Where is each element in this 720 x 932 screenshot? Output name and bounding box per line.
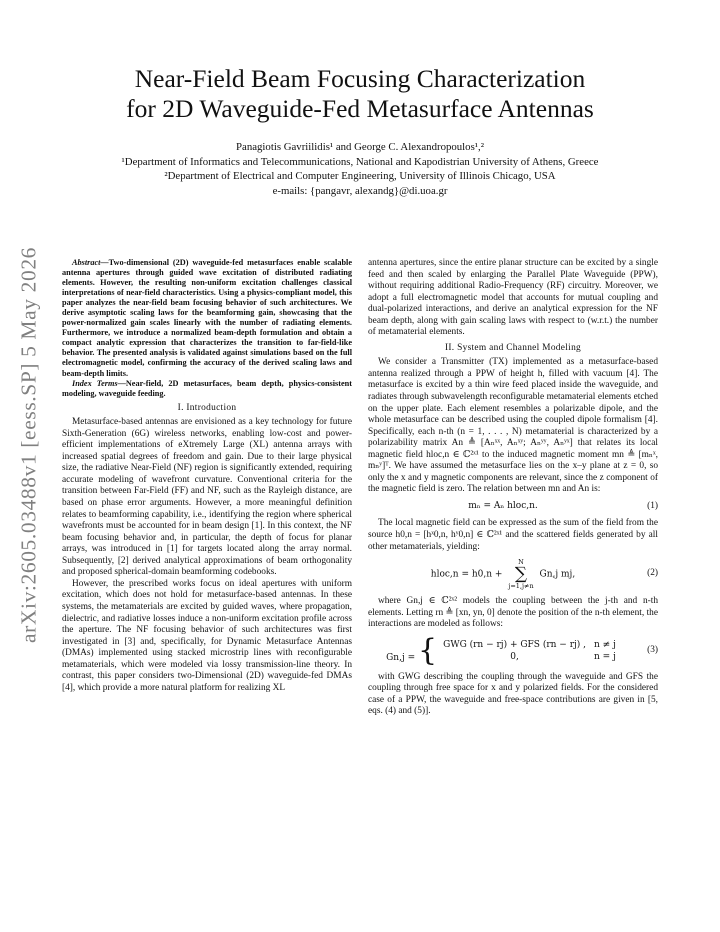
model-paragraph-2: The local magnetic field can be expressed as the sum of the field from the source h0,n = [hˣ0,n, hʸ0,n] ∈ ℂ²ˣ¹ and the scattered fields generated by all other metamaterials, yielding:: [368, 518, 658, 552]
equation-2-lhs: hloc,n = h0,n +: [430, 569, 503, 580]
model-p1-part-c: An ≜ [Aₙˣˣ, Aₙˣʸ; Aₙʸʸ, Aₙʸˣ] that relates its local magnetic field hloc,n ∈ ℂ²ˣ¹ to the induced magnetic moment mn ≜ [mₙˣ, mₙʸ]ᵀ. We have assumed the metasurface lies on the x–y plane at z = 0, so only the x and y magnetic components are relevant, since the z component of the magnetic field is zero. The relation between mn and An is:: [368, 438, 658, 495]
case-2-condition: n = j: [594, 651, 616, 662]
case-1-condition: n ≠ j: [594, 639, 616, 650]
index-terms-label: Index Terms—: [72, 378, 126, 388]
intro-paragraph-2: However, the prescribed works focus on ideal apertures with uniform excitation, which does not hold for metasurface-based antennas. In these systems, the metamaterials are excited by guided waves, where propagation, dielectric, and radiative losses induce a non-uniform excitation profile across the aperture. The NF focusing behavior of such architectures was first investigated in [3] and, specifically, for Dynamic Metasurface Antennas (DMAs) implemented using stacked microstrip lines with reconfigurable metamaterials, which were modeled via lossy transmission-line theory. In contrast, this paper considers two-Dimensional (2D) waveguide-fed DMAs [4], which provide a more natural platform for realizing XL: [62, 578, 352, 693]
equation-2-body: [368, 558, 638, 590]
abstract-text: Two-dimensional (2D) waveguide-fed metasurfaces enable scalable antenna apertures through guided wave excitation of distributed radiating elements. However, the resulting non-uniform excitation challenges classical interpretations of near-field characteristics. Using a physics-compliant model, this paper analyzes the near-field beam focusing behavior of such architectures. We derive asymptotic scaling laws for the beamforming gain, showcasing that the power-normalized gain scales linearly with the number of radiating elements. Furthermore, we introduce a normalized beam-depth formulation and obtain a compact analytic expression that characterizes the transition to far-field-like behavior. The presented analysis is validated against simulations based on the full electromagnetic model, confirming the accuracy of the derived scaling laws and beam-depth limits.: [62, 258, 352, 378]
paper-title: [60, 64, 660, 124]
equation-2-number: (2): [647, 568, 658, 579]
abstract-label: Abstract—: [72, 258, 109, 267]
title-line-1: Near-Field Beam Focusing Characterization: [134, 64, 586, 93]
sum-lower-limit: j=1,j≠n: [508, 582, 534, 591]
equation-3-lhs: Gn,j =: [386, 652, 416, 663]
abstract: [62, 258, 352, 399]
equation-2-rhs: Gn,j mj,: [539, 569, 576, 580]
index-terms: Near-field, 2D metasurfaces, beam depth, physics-consistent modeling, waveguide feeding.: [62, 378, 352, 398]
intro-paragraph-3: antenna apertures, since the entire planar structure can be excited by a single feed and then scaled by enlarging the Parallel Plate Waveguide (PPW), without requiring additional Radio-Frequency (RF) circuitry. Moreover, we adopt a full electromagnetic model that accounts for mutual coupling and dual-polarized interactions, and derive an analytical expression for the NF beam depth, along with gain scaling laws with respect to (w.r.t.) the number of metamaterial elements.: [368, 258, 658, 338]
equation-1: [368, 501, 658, 513]
equation-3-body: [368, 632, 638, 668]
left-column: [62, 258, 352, 694]
model-p1-part-b: h, filled with vacuum [4]. The metasurface is excited by a thin wire feed placed inside the waveguide, and radiates through subwavelength reconfigurable metamaterial elements etched on the upper plate. Each element resembles a polarizable dipole, and the whole metasurface can be described using the coupled dipole formalism [4]. Specifically, each n-th (n = 1, . . . , N) metamaterial is characterized by a polarizability matrix: [368, 368, 658, 449]
equation-3: [368, 632, 658, 668]
intro-paragraph-1: Metasurface-based antennas are envisioned as a key technology for future Sixth-Generation (6G) wireless networks, enabling low-cost and power-efficient implementations of eXtremely Large (XL) antenna arrays with increased spatial degrees of freedom and gain. Due to their large physical size, the radiative Near-Field (NF) region is significantly extended, requiring accurate modeling of wavefront curvature. Conventional criteria for the transition between Far-Field (FF) and NF, such as the Rayleigh distance, are based on phase error arguments. However, a more meaningful definition relates to beamforming capability, i.e., identifying the region where spherical wavefronts must be accounted for in beam design [1]. In this context, the NF beam focusing behavior and, in particular, the depth of focus for planar arrays, was introduced in [1] for targets located along the array normal. Subsequently, [2] derived analytical approximations of beam orthogonality and proposed spherical-domain beamforming codebooks.: [62, 417, 352, 578]
model-paragraph-4: with GWG describing the coupling through the waveguide and GFS the coupling through free space for x and y polarized fields. For the considered case of a PPW, the waveguide and free-space contributions are given in [5, eqs. (4) and (5)].: [368, 671, 658, 717]
summation-symbol: N ∑ j=1,j≠n: [508, 558, 534, 591]
sum-upper-limit: N: [518, 558, 524, 567]
author-names: Panagiotis Gavriilidis¹ and George C. Alexandropoulos¹,²: [236, 141, 484, 153]
model-paragraph-1: [368, 357, 658, 496]
affiliation-1: ¹Department of Informatics and Telecommunications, National and Kapodistrian University of Athens, Greece: [121, 155, 599, 168]
case-1-expr: GWG (rn − rj) + GFS (rn − rj) ,: [443, 639, 587, 650]
equation-1-number: (1): [647, 500, 658, 511]
equation-1-body: mₙ = Aₙ hloc,n.: [468, 500, 538, 511]
arxiv-id: arXiv:2605.03488v1 [eess.SP] 5 May 2026: [16, 246, 41, 644]
equation-3-number: (3): [647, 644, 658, 655]
author-block: [60, 140, 660, 198]
equation-3-cases: { GWG (rn − rj) + GFS (rn − rj) , n ≠ j 0, n = j: [418, 636, 620, 666]
author-emails: e-mails: {pangavr, alexandg}@di.uoa.gr: [272, 184, 448, 197]
arxiv-stamp: [14, 210, 44, 680]
case-2-expr: 0,: [510, 651, 519, 662]
model-paragraph-3: where Gn,j ∈ ℂ²ˣ² models the coupling between the j-th and n-th elements. Letting rn ≜ [xn, yn, 0] denote the position of the n-th element, the interactions are modeled as follows:: [368, 596, 658, 630]
affiliation-2: ²Department of Electrical and Computer Engineering, University of Illinois Chicago, USA: [164, 170, 556, 183]
equation-2: [368, 558, 658, 590]
section-heading-introduction: I. Introduction: [177, 402, 237, 413]
right-column: [368, 258, 658, 718]
title-line-2: for 2D Waveguide-Fed Metasurface Antennas: [126, 94, 594, 123]
model-p1-part-a: We consider a Transmitter (TX) implemented as a metasurface-based antenna realized through a PPW of height: [368, 357, 658, 379]
section-heading-system-model: II. System and Channel Modeling: [444, 342, 582, 353]
